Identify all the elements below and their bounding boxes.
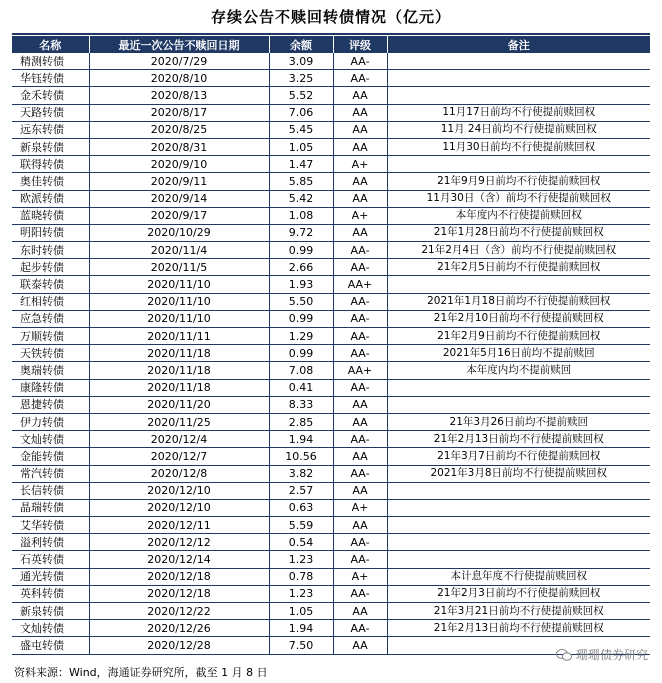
cell-balance: 5.42 [269,190,333,207]
cell-rating: AA- [333,345,387,362]
cell-balance: 5.50 [269,293,333,310]
cell-rating: AA [333,396,387,413]
wechat-icon [556,649,572,661]
table-row [12,551,650,568]
cell-balance: 5.45 [269,121,333,138]
cell-note [387,551,650,568]
cell-name: 奥瑞转债 [12,362,89,379]
cell-rating: AA [333,87,387,104]
table-row [12,448,650,465]
cell-note: 21年3月7日前均不行使提前赎回权 [387,448,650,465]
watermark-text: 珊珊债券研究 [575,648,648,662]
cell-note [387,379,650,396]
cell-note: 2021年3月8日前均不行使提前赎回权 [387,465,650,482]
table-row [12,465,650,482]
table-body [12,53,650,654]
cell-date: 2020/11/10 [89,310,269,327]
cell-rating: AA- [333,620,387,637]
table-row [12,121,650,138]
header-note: 备注 [387,36,650,53]
cell-rating: AA- [333,70,387,87]
cell-date: 2020/11/25 [89,413,269,430]
cell-rating: AA [333,104,387,121]
cell-date: 2020/12/8 [89,465,269,482]
table-row [12,87,650,104]
cell-rating: AA [333,637,387,654]
cell-date: 2020/8/10 [89,70,269,87]
table-title: 存续公告不赎回转债情况（亿元） [210,8,451,26]
table-row [12,156,650,173]
header-name: 名称 [12,36,89,53]
table-row [12,293,650,310]
cell-date: 2020/9/17 [89,207,269,224]
bond-table [12,36,650,655]
cell-date: 2020/11/18 [89,362,269,379]
cell-rating: A+ [333,207,387,224]
cell-note: 11月 24日前均不行使提前赎回权 [387,121,650,138]
cell-date: 2020/11/4 [89,242,269,259]
cell-note: 11月30日（含）前均不行使提前赎回权 [387,190,650,207]
cell-rating: AA [333,173,387,190]
table-row [12,173,650,190]
cell-name: 起步转债 [12,259,89,276]
cell-balance: 1.47 [269,156,333,173]
cell-date: 2020/12/18 [89,568,269,585]
cell-name: 蓝晓转债 [12,207,89,224]
cell-date: 2020/11/5 [89,259,269,276]
cell-rating: AA [333,121,387,138]
cell-date: 2020/11/11 [89,328,269,345]
cell-rating: AA [333,482,387,499]
cell-rating: AA- [333,328,387,345]
cell-balance: 1.23 [269,551,333,568]
cell-balance: 5.52 [269,87,333,104]
cell-note: 21年3月26日前均不提前赎回 [387,413,650,430]
cell-rating: AA- [333,53,387,70]
cell-balance: 1.05 [269,138,333,155]
cell-date: 2020/12/10 [89,482,269,499]
cell-name: 金能转债 [12,448,89,465]
cell-balance: 8.33 [269,396,333,413]
table-row [12,620,650,637]
cell-name: 远东转债 [12,121,89,138]
cell-note: 本年度内不行使提前赎回权 [387,207,650,224]
cell-note: 21年2月3日前均不行使提前赎回权 [387,585,650,602]
cell-name: 红相转债 [12,293,89,310]
cell-rating: AA [333,517,387,534]
cell-note: 本年度内均不提前赎回 [387,362,650,379]
cell-name: 联得转债 [12,156,89,173]
cell-note [387,276,650,293]
table-row [12,70,650,87]
cell-name: 晶瑞转债 [12,499,89,516]
cell-date: 2020/8/17 [89,104,269,121]
table-header-row [12,36,650,53]
table-row [12,603,650,620]
cell-date: 2020/10/29 [89,224,269,241]
cell-date: 2020/12/11 [89,517,269,534]
header-date: 最近一次公告不赎回日期 [89,36,269,53]
cell-note: 本计息年度不行使提前赎回权 [387,568,650,585]
cell-balance: 7.50 [269,637,333,654]
cell-name: 金禾转债 [12,87,89,104]
cell-balance: 2.57 [269,482,333,499]
table-row [12,328,650,345]
cell-balance: 0.41 [269,379,333,396]
cell-note: 21年1月28日前均不行使提前赎回权 [387,224,650,241]
cell-rating: AA- [333,465,387,482]
cell-balance: 0.99 [269,345,333,362]
cell-name: 新泉转债 [12,603,89,620]
cell-date: 2020/12/18 [89,585,269,602]
cell-date: 2020/9/14 [89,190,269,207]
table-row [12,431,650,448]
cell-rating: AA- [333,259,387,276]
cell-rating: AA+ [333,276,387,293]
cell-date: 2020/11/10 [89,276,269,293]
cell-rating: AA [333,190,387,207]
cell-balance: 7.08 [269,362,333,379]
cell-balance: 1.05 [269,603,333,620]
table-row [12,259,650,276]
cell-date: 2020/9/11 [89,173,269,190]
cell-note: 2021年1月18日前均不行使提前赎回权 [387,293,650,310]
cell-note [387,534,650,551]
cell-rating: AA [333,413,387,430]
cell-name: 文灿转债 [12,620,89,637]
cell-balance: 3.09 [269,53,333,70]
cell-note: 21年2月5日前均不行使提前赎回权 [387,259,650,276]
cell-rating: AA [333,603,387,620]
table-row [12,242,650,259]
cell-name: 新泉转债 [12,138,89,155]
cell-note: 21年2月9日前均不行使提前赎回权 [387,328,650,345]
cell-balance: 7.06 [269,104,333,121]
cell-balance: 0.99 [269,242,333,259]
cell-balance: 0.78 [269,568,333,585]
table-row [12,482,650,499]
cell-rating: AA [333,224,387,241]
cell-name: 精测转债 [12,53,89,70]
table-row [12,517,650,534]
cell-rating: A+ [333,499,387,516]
cell-note [387,87,650,104]
cell-date: 2020/12/26 [89,620,269,637]
header-balance: 余额 [269,36,333,53]
table-row [12,138,650,155]
cell-balance: 2.85 [269,413,333,430]
cell-name: 艾华转债 [12,517,89,534]
cell-note: 2021年5月16日前均不提前赎回 [387,345,650,362]
cell-name: 天路转债 [12,104,89,121]
cell-name: 伊力转债 [12,413,89,430]
cell-balance: 0.54 [269,534,333,551]
cell-note: 21年2月10日前均不行使提前赎回权 [387,310,650,327]
cell-note: 21年9月9日前均不行使提前赎回权 [387,173,650,190]
table-row [12,104,650,121]
table-row [12,534,650,551]
cell-name: 溢利转债 [12,534,89,551]
cell-balance: 1.08 [269,207,333,224]
cell-name: 万顺转债 [12,328,89,345]
cell-note [387,53,650,70]
cell-balance: 0.99 [269,310,333,327]
cell-rating: AA- [333,431,387,448]
cell-date: 2020/8/25 [89,121,269,138]
cell-balance: 5.85 [269,173,333,190]
cell-date: 2020/9/10 [89,156,269,173]
table-row [12,190,650,207]
cell-date: 2020/12/7 [89,448,269,465]
cell-name: 华钰转债 [12,70,89,87]
cell-note: 21年3月21日前均不行使提前赎回权 [387,603,650,620]
table-row [12,53,650,70]
cell-rating: AA [333,448,387,465]
cell-date: 2020/12/12 [89,534,269,551]
table-row [12,413,650,430]
cell-note: 11月30日前均不行使提前赎回权 [387,138,650,155]
table-row [12,345,650,362]
cell-balance: 3.25 [269,70,333,87]
table-row [12,310,650,327]
cell-rating: A+ [333,568,387,585]
cell-date: 2020/8/31 [89,138,269,155]
source-note: 资料来源：Wind，海通证券研究所，截至 1 月 8 日 [14,666,268,679]
table-row [12,379,650,396]
cell-balance: 3.82 [269,465,333,482]
cell-balance: 1.29 [269,328,333,345]
cell-balance: 0.63 [269,499,333,516]
cell-rating: AA- [333,534,387,551]
table-row [12,499,650,516]
cell-name: 文灿转债 [12,431,89,448]
cell-note [387,482,650,499]
cell-balance: 10.56 [269,448,333,465]
cell-note [387,396,650,413]
cell-balance: 2.66 [269,259,333,276]
cell-note: 21年2月13日前均不行使提前赎回权 [387,620,650,637]
cell-note [387,517,650,534]
table-row [12,224,650,241]
cell-name: 常汽转债 [12,465,89,482]
table-row [12,585,650,602]
cell-name: 英科转债 [12,585,89,602]
cell-rating: AA+ [333,362,387,379]
cell-rating: AA [333,138,387,155]
cell-balance: 5.59 [269,517,333,534]
cell-date: 2020/11/10 [89,293,269,310]
cell-note: 21年2月13日前均不行使提前赎回权 [387,431,650,448]
cell-balance: 1.94 [269,431,333,448]
table-row [12,362,650,379]
watermark [556,646,648,663]
cell-date: 2020/12/22 [89,603,269,620]
cell-date: 2020/12/4 [89,431,269,448]
cell-balance: 1.23 [269,585,333,602]
cell-name: 天铁转债 [12,345,89,362]
cell-name: 东时转债 [12,242,89,259]
cell-name: 通光转债 [12,568,89,585]
cell-balance: 1.93 [269,276,333,293]
cell-date: 2020/11/20 [89,396,269,413]
cell-name: 应急转债 [12,310,89,327]
cell-name: 奥佳转债 [12,173,89,190]
cell-name: 联泰转债 [12,276,89,293]
cell-date: 2020/8/13 [89,87,269,104]
cell-rating: AA- [333,551,387,568]
cell-name: 恩捷转债 [12,396,89,413]
table-row [12,568,650,585]
cell-name: 明阳转债 [12,224,89,241]
cell-balance: 1.94 [269,620,333,637]
cell-note: 21年2月4日（含）前均不行使提前赎回权 [387,242,650,259]
cell-name: 欧派转债 [12,190,89,207]
title-divider [12,33,650,35]
cell-date: 2020/11/18 [89,345,269,362]
cell-name: 石英转债 [12,551,89,568]
table-row [12,637,650,654]
table-row [12,396,650,413]
cell-note [387,156,650,173]
cell-date: 2020/11/18 [89,379,269,396]
cell-rating: AA- [333,379,387,396]
table-row [12,276,650,293]
cell-name: 长信转债 [12,482,89,499]
cell-date: 2020/12/28 [89,637,269,654]
cell-rating: A+ [333,156,387,173]
cell-date: 2020/12/10 [89,499,269,516]
cell-rating: AA- [333,585,387,602]
cell-date: 2020/7/29 [89,53,269,70]
cell-rating: AA- [333,310,387,327]
header-rating: 评级 [333,36,387,53]
cell-note: 11月17日前均不行使提前赎回权 [387,104,650,121]
cell-name: 盛屯转债 [12,637,89,654]
cell-date: 2020/12/14 [89,551,269,568]
table-row [12,207,650,224]
cell-balance: 9.72 [269,224,333,241]
cell-rating: AA- [333,293,387,310]
cell-rating: AA- [333,242,387,259]
cell-note [387,70,650,87]
cell-name: 康隆转债 [12,379,89,396]
cell-note [387,499,650,516]
